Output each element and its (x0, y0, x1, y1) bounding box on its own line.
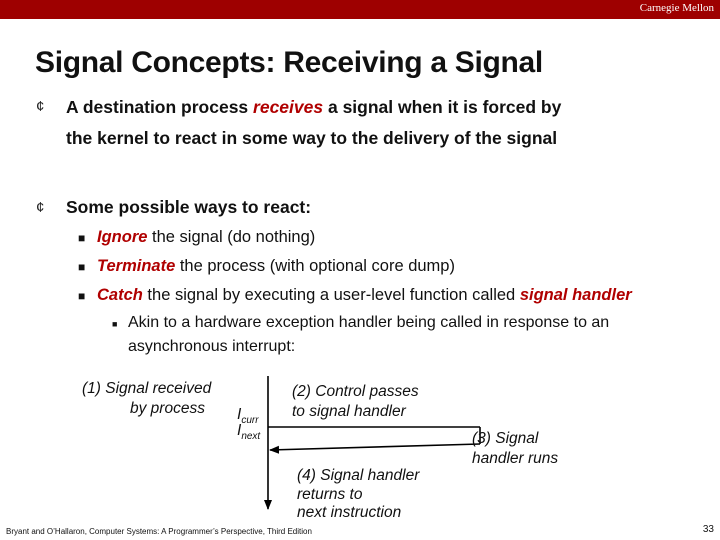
bullet-1-line-1: A destination process receives a signal when it is forced by (66, 97, 562, 117)
step-4-label-line-3: next instruction (297, 504, 402, 521)
sub-sub-bullet-line-1: Akin to a hardware exception handler being called in response to an (128, 314, 610, 331)
square-bullet-icon: ■ (78, 260, 86, 274)
sub-bullet-catch: Catch the signal by executing a user-level function called signal handler (97, 286, 632, 304)
step-4-label-line-1: (4) Signal handler (297, 467, 420, 484)
square-bullet-icon: ■ (78, 231, 86, 245)
return-arrow (270, 444, 480, 450)
receives-highlight: receives (253, 97, 324, 117)
bullet-1-line-2: the kernel to react in some way to the delivery of the signal (66, 128, 558, 148)
i-next-label: $I_{next}$ (237, 422, 261, 443)
slide-title: Signal Concepts: Receiving a Signal (35, 46, 543, 79)
sub-bullet-ignore: Ignore the signal (do nothing) (97, 228, 316, 246)
circle-bullet-icon: ¢ (36, 98, 45, 115)
page-number: 33 (702, 524, 714, 535)
sub-sub-bullet-line-2: asynchronous interrupt: (128, 338, 296, 355)
square-bullet-icon: ■ (78, 289, 86, 303)
small-square-bullet-icon: ■ (112, 319, 118, 329)
footer-citation: Bryant and O’Hallaron, Computer Systems: A Programmer’s Perspective, Third Edition (6, 527, 312, 536)
step-3-label-line-2: handler runs (472, 450, 559, 467)
step-2-label-line-2: to signal handler (292, 403, 406, 420)
step-3-label-line-1: (3) Signal (472, 430, 539, 447)
brand-label: Carnegie Mellon (639, 2, 714, 14)
sub-bullet-terminate: Terminate the process (with optional core dump) (97, 257, 455, 275)
bullet-2: Some possible ways to react: (66, 197, 312, 217)
step-4-label-line-2: returns to (297, 486, 363, 503)
step-2-label-line-1: (2) Control passes (292, 383, 419, 400)
circle-bullet-icon: ¢ (36, 199, 45, 216)
step-1-label-line-1: (1) Signal received (82, 380, 212, 397)
i-curr-label: $I_{curr}$ (237, 406, 259, 427)
step-1-label-line-2: by process (130, 400, 205, 417)
